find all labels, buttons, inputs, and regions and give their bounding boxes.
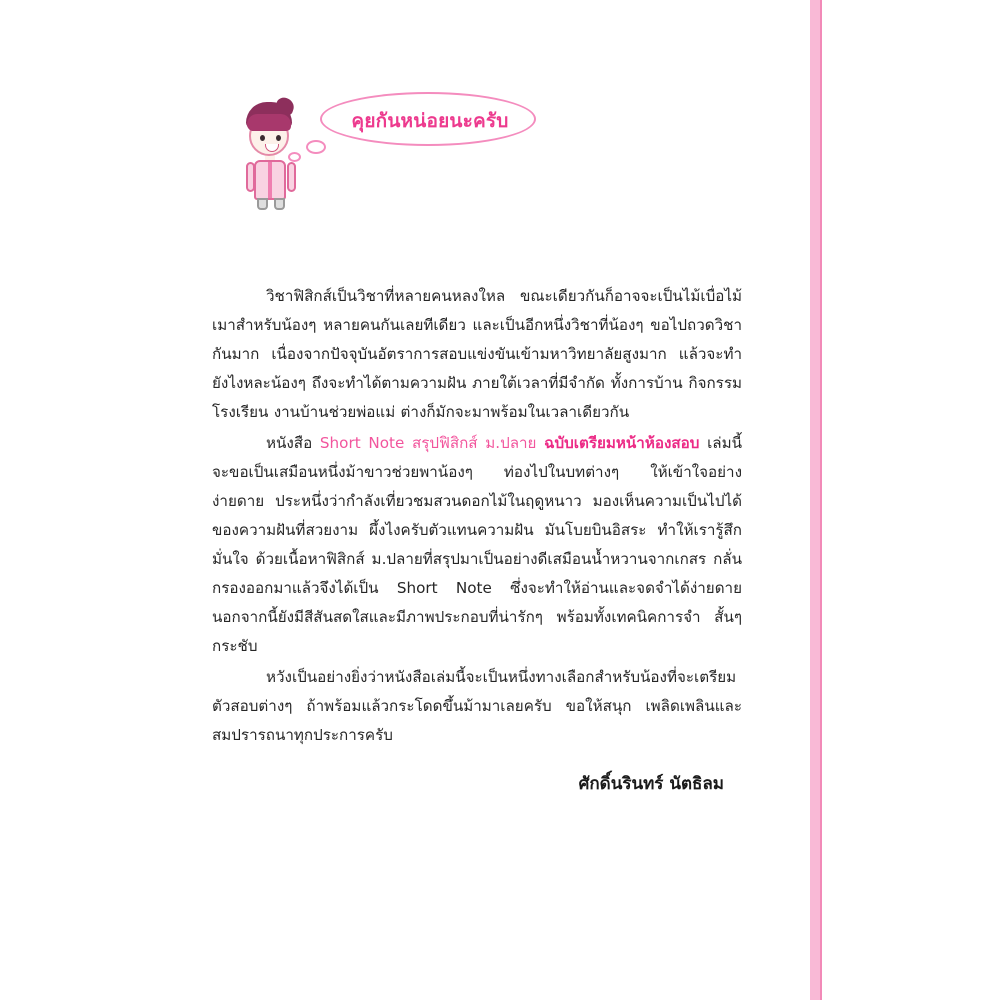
- shirt-stripe-shape: [268, 162, 272, 198]
- right-arm-shape: [287, 162, 296, 192]
- paragraph-1: [212, 282, 742, 427]
- author-signature: ศักดิ์นรินทร์ นัตธิลม: [578, 774, 724, 794]
- speech-bubble-dot-small: [288, 152, 301, 162]
- left-leg-shape: [257, 198, 268, 210]
- page-edge-decoration: [810, 0, 1000, 1000]
- paragraph-3-text: หวังเป็นอย่างยิ่งว่าหนังสือเล่มนี้จะเป็นหนึ่งทางเลือกสำหรับน้องที่จะเตรียมตัวสอบต่างๆ ถ้าพร้อมแล้วกระโดดขึ้นม้ามาเลยครับ ขอให้สนุก เพลิดเพลินและสมปรารถนาทุกประการครับ: [212, 668, 742, 744]
- left-eye-shape: [260, 135, 265, 141]
- paragraph-2-rest-text: เล่มนี้จะขอเป็นเสมือนหนึ่งม้าขาวช่วยพาน้องๆ ท่องไปในบทต่างๆ ให้เข้าใจอย่างง่ายดาย ประหนึ่งว่ากำลังเที่ยวชมสวนดอกไม้ในฤดูหนาว มองเห็นความเป็นไปได้ของความฝันที่สวยงาม ผึ้งไงครับตัวแทนความฝัน มันโบยบินอิสระ ทำให้เรารู้สึกมั่นใจ ด้วยเนื้อหาฟิสิกส์ ม.ปลายที่สรุปมาเป็นอย่างดีเสมือนน้ำหวานจากเกสร กลั่นกรองออกมาแล้วจึงได้เป็น Short Note ซึ่งจะทำให้อ่านและจดจำได้ง่ายดาย นอกจากนี้ยังมีสีสันสดใสและมีภาพประกอบที่น่ารักๆ พร้อมทั้งเทคนิคการจำ สั้นๆ กระชับ: [212, 434, 742, 655]
- book-title-highlight: Short Note สรุปฟิสิกส์ ม.ปลาย: [319, 434, 545, 452]
- page-edge-inner: [820, 0, 1000, 1000]
- speech-bubble-group: [236, 92, 556, 212]
- speech-bubble-text: คุยกันหน่อยนะครับ: [351, 110, 509, 132]
- fringe-shape: [247, 114, 291, 131]
- right-leg-shape: [274, 198, 285, 210]
- book-subtitle-highlight: ฉบับเตรียมหน้าห้องสอบ: [544, 434, 700, 452]
- paragraph-2-lead-text: หนังสือ: [266, 434, 320, 452]
- paragraph-3: [212, 663, 742, 750]
- paragraph-2: [212, 429, 742, 661]
- paragraph-1-text: วิชาฟิสิกส์เป็นวิชาที่หลายคนหลงใหล ขณะเดียวกันก็อาจจะเป็นไม้เบื่อไม้เมาสำหรับน้องๆ หลายคนกันเลยทีเดียว และเป็นอีกหนึ่งวิชาที่น้องๆ ขอไปถวดวิชากันมาก เนื่องจากปัจจุบันอัตราการสอบแข่งขันเข้ามหาวิทยาลัยสูงมาก แล้วจะทำยังไงหละน้องๆ ถึงจะทำได้ตามความฝัน ภายใต้เวลาที่มีจำกัด ทั้งการบ้าน กิจกรรมโรงเรียน งานบ้านช่วยพ่อแม่ ต่างก็มักจะมาพร้อมในเวลาเดียวกัน: [212, 287, 742, 421]
- right-eye-shape: [276, 135, 281, 141]
- speech-bubble: [320, 92, 536, 146]
- preface-body: [212, 282, 742, 797]
